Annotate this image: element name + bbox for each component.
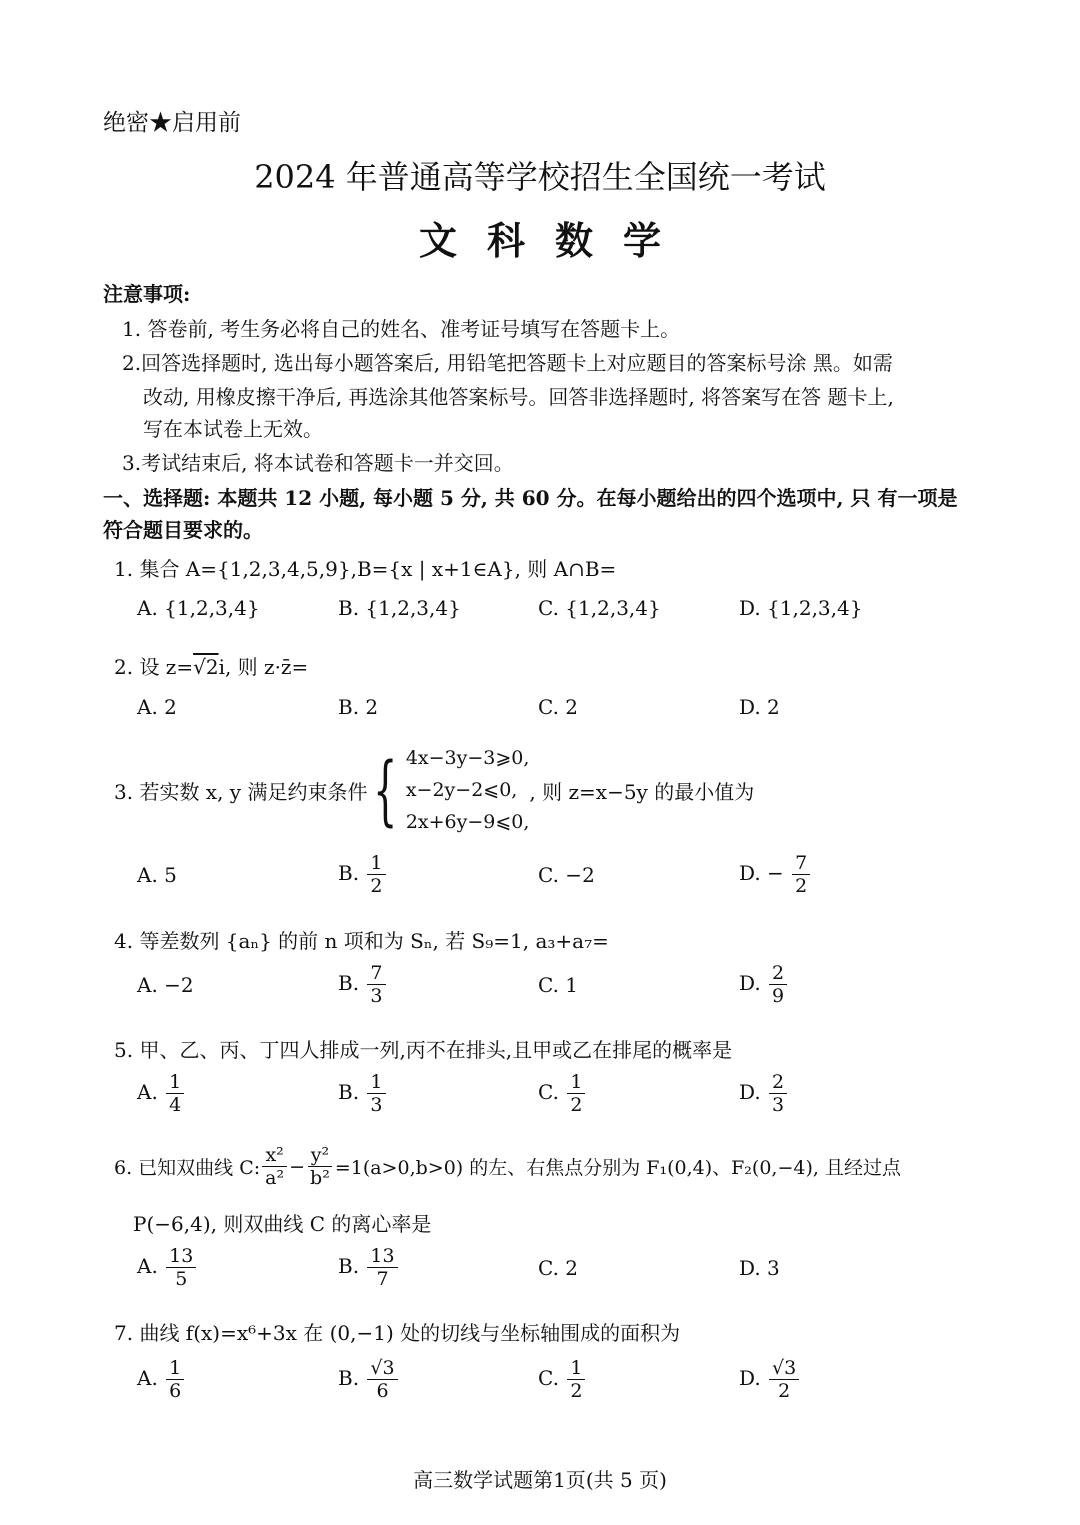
q2-option-c: C. 2	[538, 695, 579, 719]
q3-stem-pre: 3. 若实数 x, y 满足约束条件	[114, 779, 368, 804]
fraction-numerator: 1	[567, 1071, 585, 1094]
section-heading-cont: 符合题目要求的。	[103, 518, 263, 542]
q7-option-c-fraction	[567, 1357, 585, 1402]
fraction-denominator: 5	[175, 1268, 188, 1290]
q6-option-d: D. 3	[739, 1256, 780, 1280]
fraction-numerator: 1	[567, 1357, 585, 1380]
q3-option-a: A. 5	[137, 863, 177, 887]
fraction-denominator: 2	[570, 1094, 583, 1116]
q5-option-a	[137, 1071, 186, 1116]
q4-option-a: A. −2	[137, 973, 194, 997]
fraction-numerator: x²	[262, 1144, 286, 1167]
q7-option-b-label: B.	[338, 1366, 360, 1390]
fraction-denominator: 6	[169, 1380, 182, 1402]
q6-stem-pre: 6. 已知双曲线 C:	[114, 1157, 261, 1179]
q3-option-d-fraction	[792, 852, 810, 897]
q5-option-d	[739, 1071, 789, 1116]
q4-option-d-fraction	[769, 962, 787, 1007]
q3-constraint-2: x−2y−2⩽0,	[405, 779, 518, 801]
question-3-stem	[114, 742, 754, 838]
fraction-denominator: 9	[772, 985, 785, 1007]
q5-option-d-fraction	[769, 1071, 787, 1116]
q5-option-a-fraction	[166, 1071, 184, 1116]
left-brace-icon: {	[373, 745, 398, 834]
notice-item-3: 3.考试结束后, 将本试卷和答题卡一并交回。	[122, 451, 514, 475]
q7-option-a-label: A.	[137, 1366, 158, 1390]
fraction-denominator: 3	[370, 1094, 383, 1116]
question-5-stem: 5. 甲、乙、丙、丁四人排成一列,丙不在排头,且甲或乙在排尾的概率是	[114, 1038, 733, 1062]
section-heading: 一、选择题: 本题共 12 小题, 每小题 5 分, 共 60 分。在每小题给出的四个选项中, 只 有一项是	[103, 486, 958, 510]
q6-option-b-label: B.	[338, 1254, 360, 1278]
question-7-stem: 7. 曲线 f(x)=x⁶+3x 在 (0,−1) 处的切线与坐标轴围成的面积为	[114, 1321, 681, 1345]
q7-option-d-label: D.	[739, 1366, 761, 1390]
q5-option-b-label: B.	[338, 1080, 360, 1104]
question-6-stem-cont: P(−6,4), 则双曲线 C 的离心率是	[133, 1212, 432, 1236]
q2-option-b: B. 2	[338, 695, 379, 719]
q3-stem-post: , 则 z=x−5y 的最小值为	[529, 779, 755, 804]
question-1-stem: 1. 集合 A={1,2,3,4,5,9},B={x | x+1∈A}, 则 A∩B=	[114, 557, 617, 581]
notice-item-2-cont: 改动, 用橡皮擦干净后, 再选涂其他答案标号。回答非选择题时, 将答案写在答 题卡上,	[143, 385, 894, 409]
q3-constraint-system	[367, 742, 529, 838]
fraction-numerator: y²	[308, 1144, 332, 1167]
fraction-denominator: b²	[310, 1167, 330, 1189]
q1-option-c: C. {1,2,3,4}	[538, 596, 661, 620]
fraction-denominator: 2	[778, 1380, 791, 1402]
fraction-denominator: 2	[570, 1380, 583, 1402]
q6-option-a-label: A.	[137, 1254, 158, 1278]
q6-option-c: C. 2	[538, 1256, 579, 1280]
q5-option-b	[338, 1071, 388, 1116]
subject-title: 文科数学	[418, 218, 691, 263]
q6-minus: −	[289, 1155, 306, 1178]
q4-option-b-label: B.	[338, 971, 360, 995]
q6-fraction-y	[307, 1144, 333, 1189]
fraction-numerator: 2	[769, 962, 787, 985]
q7-option-b	[338, 1357, 400, 1402]
question-2-stem	[114, 651, 308, 680]
fraction-numerator: 1	[367, 852, 385, 875]
q3-option-b-fraction	[367, 852, 385, 897]
q4-option-b	[338, 962, 388, 1007]
q7-option-a-fraction	[166, 1357, 184, 1402]
notice-item-1: 1. 答卷前, 考生务必将自己的姓名、准考证号填写在答题卡上。	[122, 317, 681, 341]
q5-option-d-label: D.	[739, 1080, 761, 1104]
q7-option-c-label: C.	[538, 1366, 559, 1390]
q3-option-b	[338, 852, 388, 897]
q6-option-a-fraction	[166, 1245, 196, 1290]
fraction-numerator: √3	[769, 1357, 799, 1380]
q4-option-d	[739, 962, 789, 1007]
question-4-stem: 4. 等差数列 {aₙ} 的前 n 项和为 Sₙ, 若 S₉=1, a₃+a₇=	[114, 929, 609, 953]
fraction-numerator: √3	[367, 1357, 397, 1380]
fraction-numerator: 13	[166, 1245, 196, 1268]
q5-option-c-label: C.	[538, 1080, 559, 1104]
q2-stem-pre: 2. 设 z=	[114, 655, 194, 679]
q3-option-d	[739, 852, 812, 897]
fraction-denominator: 4	[169, 1094, 182, 1116]
fraction-denominator: 2	[795, 875, 808, 897]
fraction-denominator: 3	[772, 1094, 785, 1116]
q5-option-a-label: A.	[137, 1080, 158, 1104]
q3-option-d-label: D. −	[739, 861, 784, 885]
question-6-stem	[114, 1144, 901, 1189]
q6-fraction-x	[262, 1144, 287, 1189]
q4-option-d-label: D.	[739, 971, 761, 995]
q6-option-a	[137, 1245, 198, 1290]
q7-option-b-fraction	[367, 1357, 397, 1402]
q5-option-c	[538, 1071, 587, 1116]
q6-option-b	[338, 1245, 400, 1290]
q2-option-a: A. 2	[137, 695, 177, 719]
q3-option-c: C. −2	[538, 863, 595, 887]
q5-option-b-fraction	[367, 1071, 385, 1116]
fraction-numerator: 7	[367, 962, 385, 985]
fraction-denominator: a²	[265, 1167, 285, 1189]
fraction-denominator: 3	[370, 985, 383, 1007]
confidential-mark: 绝密★启用前	[103, 110, 241, 136]
fraction-denominator: 2	[370, 875, 383, 897]
exam-title: 2024 年普通高等学校招生全国统一考试	[254, 158, 826, 196]
q2-option-d: D. 2	[739, 695, 780, 719]
q7-option-c	[538, 1357, 587, 1402]
q1-option-b: B. {1,2,3,4}	[338, 596, 461, 620]
fraction-numerator: 7	[792, 852, 810, 875]
page-footer: 高三数学试题第1页(共 5 页)	[413, 1468, 667, 1492]
q1-option-a: A. {1,2,3,4}	[137, 596, 260, 620]
q2-stem-post: i, 则 z·z̄=	[218, 655, 309, 679]
fraction-numerator: 13	[367, 1245, 397, 1268]
notice-item-2: 2.回答选择题时, 选出每小题答案后, 用铅笔把答题卡上对应题目的答案标号涂 黑。如需	[122, 351, 893, 375]
q3-option-b-label: B.	[338, 861, 360, 885]
q1-option-d: D. {1,2,3,4}	[739, 596, 863, 620]
q6-stem-post: =1(a>0,b>0) 的左、右焦点分别为 F₁(0,4)、F₂(0,−4), 且经过点	[334, 1157, 901, 1179]
q7-option-d	[739, 1357, 801, 1402]
notice-item-2-cont2: 写在本试卷上无效。	[143, 417, 323, 441]
notice-heading: 注意事项:	[103, 282, 191, 306]
fraction-denominator: 6	[376, 1380, 389, 1402]
q5-option-c-fraction	[567, 1071, 585, 1116]
fraction-denominator: 7	[376, 1268, 389, 1290]
q2-sqrt: √2	[193, 655, 219, 679]
q4-option-c: C. 1	[538, 973, 579, 997]
q6-option-b-fraction	[367, 1245, 397, 1290]
q7-option-a	[137, 1357, 186, 1402]
q3-constraint-1: 4x−3y−3⩾0,	[405, 747, 530, 769]
fraction-numerator: 1	[166, 1071, 184, 1094]
fraction-numerator: 1	[367, 1071, 385, 1094]
q7-option-d-fraction	[769, 1357, 799, 1402]
fraction-numerator: 1	[166, 1357, 184, 1380]
q4-option-b-fraction	[367, 962, 385, 1007]
fraction-numerator: 2	[769, 1071, 787, 1094]
q3-constraint-3: 2x+6y−9⩽0,	[405, 811, 530, 833]
